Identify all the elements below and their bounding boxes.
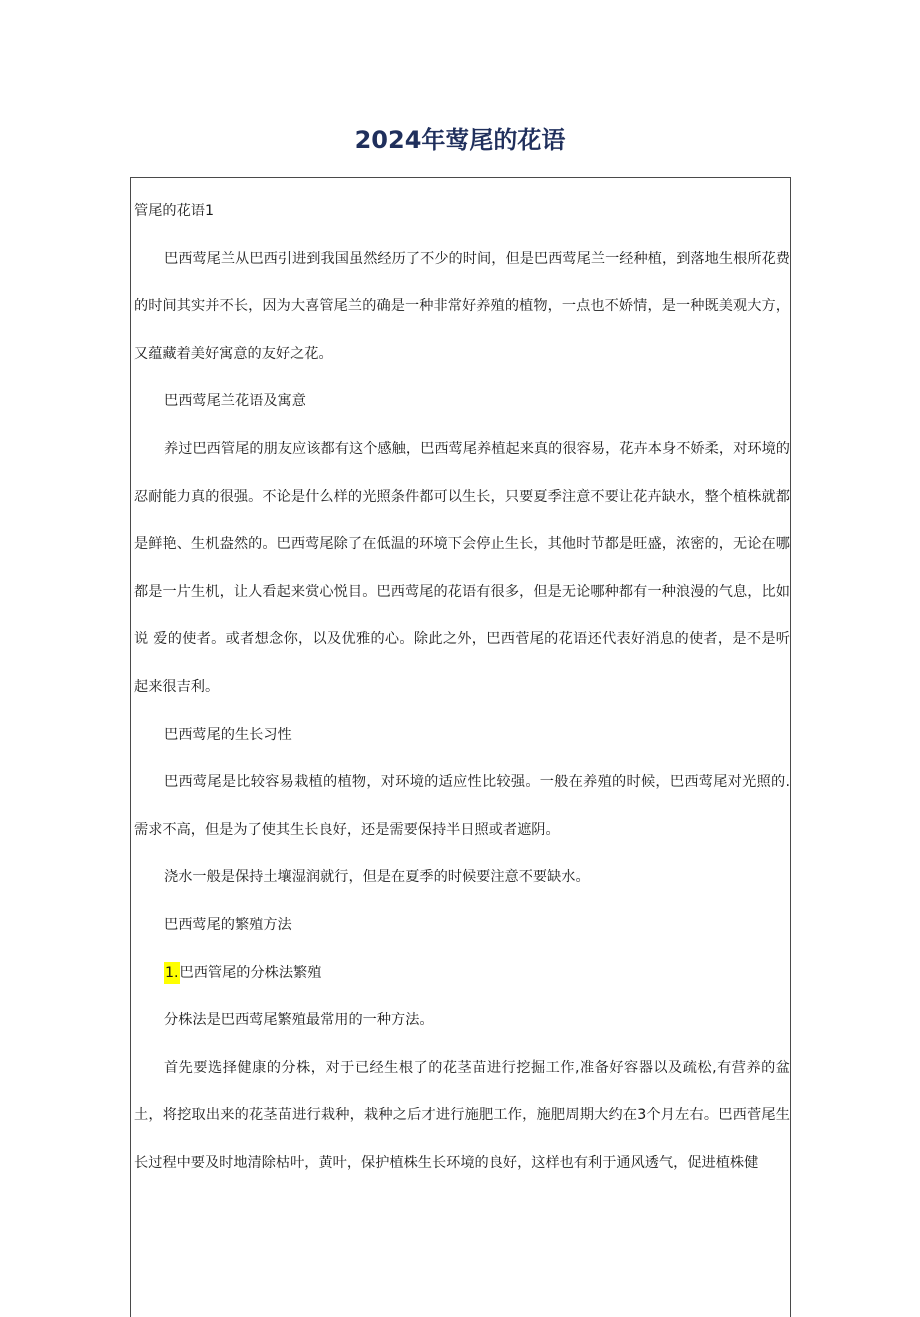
document-title: 2024年莺尾的花语 bbox=[354, 126, 566, 154]
section-heading-propagation: 巴西莺尾的繁殖方法 bbox=[164, 916, 292, 933]
paragraph-watering: 浇水一般是保持土壤湿润就行，但是在夏季的时候要注意不要缺水。 bbox=[164, 869, 590, 886]
paragraph-intro: 巴西莺尾兰从巴西引进到我国虽然经历了不少的时间，但是巴西莺尾兰一经种植，到落地生根所花费的时间其实并不长，因为大喜管尾兰的确是一种非常好养殖的植物，一点也不娇情，是一种既美观大方，又蕴藏着美好寓意的友好之花。 bbox=[134, 250, 790, 362]
paragraph-growth: 巴西莺尾是比较容易栽植的植物，对环境的适应性比较强。一般在养殖的时候，巴西莺尾对光照的.需求不高，但是为了使其生长良好，还是需要保持半日照或者遮阴。 bbox=[134, 774, 790, 838]
subheading-division-text: 巴西管尾的分株法繁殖 bbox=[179, 964, 322, 981]
paragraph-division-steps: 首先要选择健康的分株，对于已经生根了的花茎苗进行挖掘工作,准备好容器以及疏松,有营养的盆土，将挖取出来的花茎苗进行栽种，栽种之后才进行施肥工作，施肥周期大约在3个月左右。巴西菅尾生长过程中要及时地清除枯叶，黄叶，保护植株生长环境的良好，这样也有利于通风透气，促进植株健 bbox=[134, 1059, 790, 1171]
section-heading-1: 管尾的花语1 bbox=[134, 203, 214, 219]
subheading-division bbox=[134, 950, 790, 998]
paragraph-division-intro: 分株法是巴西莺尾繁殖最常用的一种方法。 bbox=[164, 1012, 434, 1029]
section-heading-meaning: 巴西莺尾兰花语及寓意 bbox=[164, 393, 306, 410]
highlighted-list-marker: 1. bbox=[164, 962, 180, 984]
paragraph-meaning: 养过巴西管尾的朋友应该都有这个感触，巴西莺尾养植起来真的很容易，花卉本身不娇柔，对环境的忍耐能力真的很强。不论是什么样的光照条件都可以生长，只要夏季注意不要让花卉缺水，整个植株就都是鲜艳、生机盎然的。巴西莺尾除了在低温的环境下会停止生长，其他时节都是旺盛，浓密的，无论在哪都是一片生机，让人看起来赏心悦目。巴西莺尾的花语有很多，但是无论哪种都有一种浪漫的气息，比如说 爱的使者。或者想念你，以及优雅的心。除此之外，巴西菅尾的花语还代表好消息的使者，是不是听起来很吉利。 bbox=[134, 440, 790, 695]
section-heading-growth: 巴西莺尾的生长习性 bbox=[164, 726, 292, 743]
document-body bbox=[134, 188, 790, 1187]
